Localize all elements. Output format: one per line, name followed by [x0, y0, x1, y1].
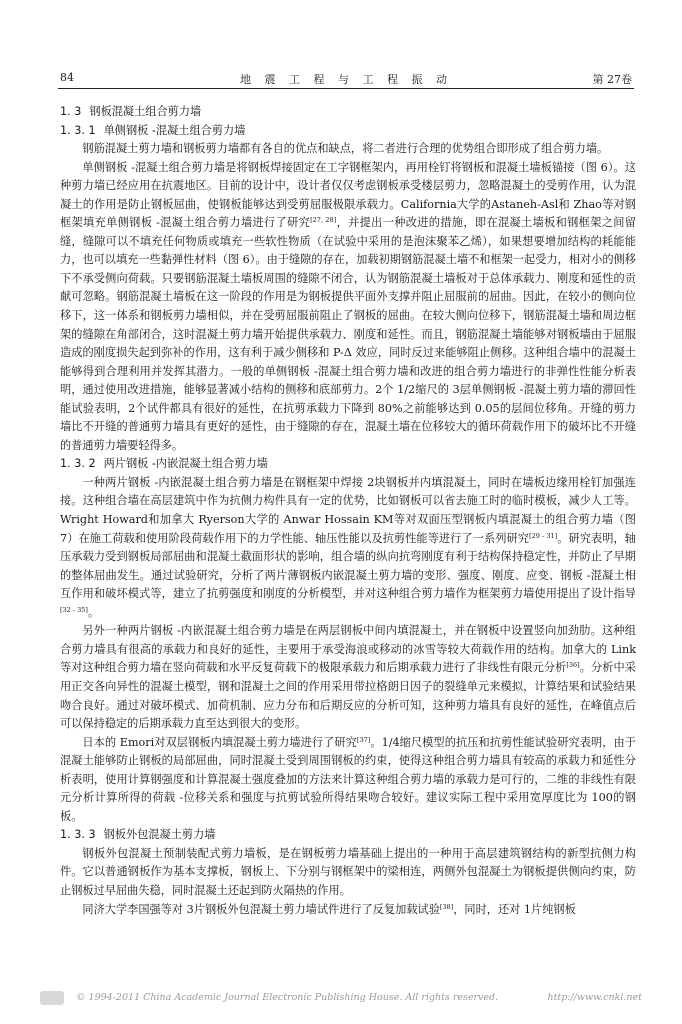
journal-title: 地 震 工 程 与 工 程 振 动: [240, 73, 452, 86]
page-number: 84: [60, 71, 74, 84]
section-heading: 1. 3 钢板混凝土组合剪力墙: [60, 105, 202, 118]
subsection-heading: 1. 3. 2 两片钢板 -内嵌混凝土组合剪力墙: [60, 457, 268, 471]
volume-label: 第 27卷: [592, 73, 632, 86]
subsection-heading: 1. 3. 3 钢板外包混凝土剪力墙: [60, 828, 216, 842]
subsection-heading: 1. 3. 1 单侧钢板 -混凝土组合剪力墙: [60, 123, 246, 137]
running-header: [58, 70, 634, 89]
citation: [37]: [356, 735, 371, 744]
citation: [29 - 31]: [529, 531, 558, 540]
paragraph: 日本的 Emori对双层钢板内填混凝土剪力墙进行了研究[37]。1/4缩尺模型的抗压和抗剪性能试验研究表明，由于混凝土能够防止钢板的局部屈曲，同时混凝土受到周围钢板的约束，使得这种组合剪力墙具有较高的承载力和延性分析表明，使用计算钢强度和计算混凝土强度叠加的方法来计算这种组合剪力墙的承载力是可行的，二维的非线性有限元分析计算所得的荷载 -位移关系和强度与抗剪试验所得结果吻合较好。建议实际工程中采用宽厚度比为 100的钢板。: [60, 735, 636, 823]
copyright-notice: © 1994-2011 China Academic Journal Electronic Publishing House. All rights reserved.: [76, 992, 499, 1003]
paragraph: 单侧钢板 -混凝土组合剪力墙是将钢板焊接固定在工字钢框架内，再用栓钉将钢板和混凝土墙板锚接（图 6）。这种剪力墙已经应用在抗震地区。目前的设计中，设计者仅仅考虑钢板承受楼层剪力，忽略混凝土的受剪作用，认为混凝土的作用是防止钢板屈曲，使钢板能够达到受剪屈服极限承载力。California大学的Astaneh-Asl和 Zhao等对钢框架填充单侧钢板 -混凝土组合剪力墙进行了研究[27, 28]，并提出一种改进的措施，即在混凝土墙板和钢框架之间留缝，缝隙可以不填充任何物质或填充一些软性物质（在试验中采用的是泡沫聚苯乙烯），如果想要增加结构的耗能能力，也可以填充一些黏弹性材料（图 6）。由于缝隙的存在，加载初期钢筋混凝土墙不和框架一起受力，相对小的侧移下不承受侧向荷载。只要钢筋混凝土墙板周围的缝隙不闭合，认为钢筋混凝土墙板对于总体承载力、刚度和延性的贡献可忽略。钢筋混凝土墙板在这一阶段的作用是为钢板提供平面外支撑并阻止屈服前的屈曲。因此，在较小的侧向位移下，这一体系和钢板剪力墙相似，并在受剪屈服前阻止了钢板的屈曲。在较大侧向位移下，钢筋混凝土墙和周边框架的缝隙在角部闭合，这时混凝土剪力墙开始提供承载力、刚度和延性。而且，钢筋混凝土墙能够对钢板墙由于屈服造成的刚度损失起到弥补的作用，这有利于减少侧移和 P-Δ 效应，同时反过来能够阻止侧移。这种组合墙中的混凝土能够得到合理利用并发挥其潜力。一般的单侧钢板 -混凝土组合剪力墙和改进的组合剪力墙进行的非弹性性能分析表明，通过使用改进措施，能够显著减小结构的侧移和底部剪力。2个 1/2缩尺的 3层单侧钢板 -混凝土剪力墙的滞回性能试验表明，2个试件都具有很好的延性，在抗剪承载力下降到 80%之前能够达到 0.05的层间位移角。开缝的剪力墙比不开缝的普通剪力墙具有更好的延性，由于缝隙的存在，混凝土墙在位移较大的循环荷载作用下的破坏比不开缝的普通剪力墙要轻得多。: [60, 160, 636, 452]
publisher-logo-icon: [40, 991, 64, 1005]
citation: [32 - 35]: [60, 605, 88, 614]
paragraph: 同济大学李国强等对 3片钢板外包混凝土剪力墙试件进行了反复加载试验[38]，同时，还对 1片纯钢板: [82, 902, 576, 916]
citation: [36]: [566, 661, 580, 670]
page-footer: [40, 991, 642, 1011]
citation: [38]: [439, 902, 454, 911]
paragraph: 一种两片钢板 -内嵌混凝土组合剪力墙是在钢框架中焊接 2块钢板并内填混凝土，同时在墙板边缘用栓钉加强连接。这种组合墙在高层建筑中作为抗侧力构件具有一定的优势，比如钢板可以省去施工时的临时模板，减少人工等。Wright Howard和加拿大 Ryerson大学的 Anwar Hossain KM等对双面压型钢板内填混凝土的组合剪力墙（图 7）在施工荷载和使用阶段荷载作用下的力学性能、轴压性能以及抗剪性能等进行了一系列研究[29 - 31]。研究表明，轴压承载力受到钢板局部屈曲和混凝土截面形状的影响，组合墙的纵向抗弯刚度有利于结构保持稳定性，并防止了早期的整体屈曲发生。通过试验研究，分析了两片薄钢板内嵌混凝土剪力墙的变形、强度、刚度、应变、钢板 -混凝土相互作用和破坏模式等，建立了抗剪强度和刚度的分析模型，并对这种组合剪力墙作为框架剪力墙使用提出了设计指导[32 - 35]。: [60, 475, 636, 619]
paragraph: 钢筋混凝土剪力墙和钢板剪力墙都有各自的优点和缺点，将二者进行合理的优势组合即形成了组合剪力墙。: [82, 142, 609, 156]
paragraph: 另外一种两片钢板 -内嵌混凝土组合剪力墙是在两层钢板中间内填混凝土，并在钢板中设置竖向加劲肋。这种组合剪力墙具有很高的承载力和良好的延性，主要用于承受海浪或移动的冰雪等较大荷载作用的结构。加拿大的 Link等对这种组合剪力墙在竖向荷载和水平反复荷载下的极限承载力和后期承载力进行了非线性有限元分析[36]。分析中采用正交各向异性的混凝土模型，钢和混凝土之间的作用采用带拉格朗日因子的裂缝单元来模拟，计算结果和试验结果吻合良好。通过对破坏模式、加荷机制、应力分布和后期反应的分析可知，这种剪力墙具有良好的延性，在峰值点后可以保持稳定的后期承载力直至达到很大的变形。: [60, 624, 636, 731]
citation: [27, 28]: [310, 216, 337, 225]
article-body: [60, 103, 636, 919]
paragraph: 钢板外包混凝土预制装配式剪力墙板，是在钢板剪力墙基础上提出的一种用于高层建筑钢结构的新型抗侧力构件。它以普通钢板作为基本支撑板，钢板上、下分别与钢框架中的梁相连，两侧外包混凝土为钢板提供侧向约束，防止钢板过早屈曲失稳，同时混凝土还起到防火隔热的作用。: [60, 846, 636, 897]
website-link[interactable]: http://www.cnki.net: [547, 992, 642, 1003]
